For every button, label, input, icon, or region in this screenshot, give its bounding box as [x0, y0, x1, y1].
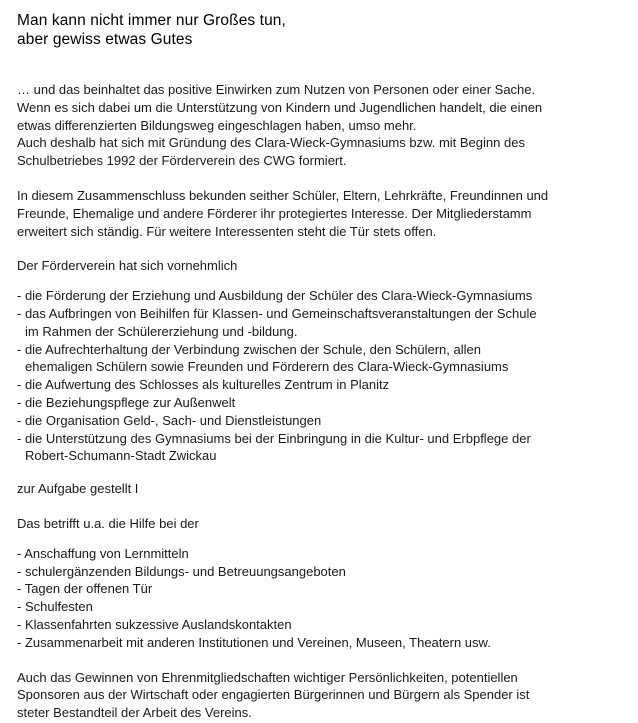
spacer	[17, 240, 622, 257]
support-item-3: - Tagen der offenen Tür	[17, 581, 153, 597]
spacer	[17, 49, 622, 81]
tasks-item-4-line-1: - die Aufwertung des Schlosses als kulturelles Zentrum in Planitz	[17, 377, 390, 393]
support-list	[17, 545, 622, 652]
tasks-closing	[17, 480, 622, 498]
support-lead-in	[17, 515, 622, 533]
spacer	[17, 465, 622, 480]
tasks-item-7-line-2: Robert-Schumann-Stadt Zwickau	[25, 448, 217, 464]
support-item-5: - Klassenfahrten sukzessive Auslandskontakten	[17, 616, 292, 632]
membership-line-1: In diesem Zusammenschluss bekunden seither Schüler, Eltern, Lehrkräfte, Freundinnen und	[17, 187, 549, 203]
intro-line-1: … und das beinhaltet das positive Einwirken zum Nutzen von Personen oder einer Sache.	[17, 82, 536, 97]
support-item-2: - schulergänzenden Bildungs- und Betreuungsangeboten	[17, 563, 346, 579]
page-title-line-2: aber gewiss etwas Gutes	[17, 31, 193, 48]
membership-paragraph	[17, 187, 622, 240]
support-item-6: - Zusammenarbeit mit anderen Institutionen und Vereinen, Museen, Theatern usw.	[17, 634, 491, 650]
tasks-item-3-line-1: - die Aufrechterhaltung der Verbindung zwischen der Schule, den Schülern, allen	[17, 341, 481, 357]
intro-line-2: Wenn es sich dabei um die Unterstützung von Kindern und Jugendlichen handelt, die einen	[17, 99, 543, 115]
tasks-item-6-line-1: - die Organisation Geld-, Sach- und Dienstleistungen	[17, 412, 322, 428]
intro-line-3: etwas differenzierten Bildungsweg eingeschlagen haben, umso mehr.	[17, 117, 417, 133]
tasks-item-1-line-1: - die Förderung der Erziehung und Ausbildung der Schüler des Clara-Wieck-Gymnasiums	[17, 288, 533, 304]
honorary-line-1: Auch das Gewinnen von Ehrenmitgliedschaften wichtiger Persönlichkeiten, potentiellen	[17, 669, 518, 685]
intro-line-5: Schulbetriebes 1992 der Förderverein des CWG formiert.	[17, 153, 347, 169]
tasks-item-5-line-1: - die Beziehungspflege zur Außenwelt	[17, 394, 236, 410]
tasks-item-2-line-2: im Rahmen der Schülererziehung und -bildung.	[25, 323, 298, 339]
spacer	[17, 170, 622, 187]
tasks-list	[17, 287, 622, 465]
spacer	[17, 275, 622, 287]
intro-line-4: Auch deshalb hat sich mit Gründung des Clara-Wieck-Gymnasiums bzw. mit Beginn des	[17, 135, 525, 151]
support-item-4: - Schulfesten	[17, 599, 93, 615]
tasks-lead-in	[17, 257, 622, 275]
spacer	[17, 498, 622, 515]
tasks-lead-in-text: Der Förderverein hat sich vornehmlich	[17, 258, 238, 274]
honorary-line-2: Sponsoren aus der Wirtschaft oder engagierten Bürgerinnen und Bürgern als Spender ist	[17, 687, 530, 703]
tasks-closing-text: zur Aufgabe gestellt I	[17, 481, 139, 497]
support-item-1: - Anschaffung von Lernmitteln	[17, 545, 189, 561]
tasks-item-2-line-1: - das Aufbringen von Beihilfen für Klassen- und Gemeinschaftsveranstaltungen der Schule	[17, 305, 537, 321]
tasks-item-3-line-2: ehemaligen Schülern sowie Freunden und Förderern des Clara-Wieck-Gymnasiums	[25, 359, 509, 375]
tasks-item-7-line-1: - die Unterstützung des Gymnasiums bei der Einbringung in die Kultur- und Erbpflege der	[17, 430, 531, 446]
intro-paragraph	[17, 81, 622, 170]
membership-line-3: erweitert sich ständig. Für weitere Interessenten steht die Tür stets offen.	[17, 223, 437, 239]
page-title-line-1: Man kann nicht immer nur Großes tun,	[17, 12, 286, 29]
support-lead-in-text: Das betrifft u.a. die Hilfe bei der	[17, 515, 199, 531]
spacer	[17, 652, 622, 669]
honorary-paragraph	[17, 669, 622, 722]
honorary-line-3: steter Bestandteil der Arbeit des Vereins.	[17, 705, 252, 721]
page-title	[17, 11, 622, 49]
membership-line-2: Freunde, Ehemalige und andere Förderer ihr protegiertes Interesse. Der Mitgliederstamm	[17, 205, 532, 221]
spacer	[17, 533, 622, 545]
